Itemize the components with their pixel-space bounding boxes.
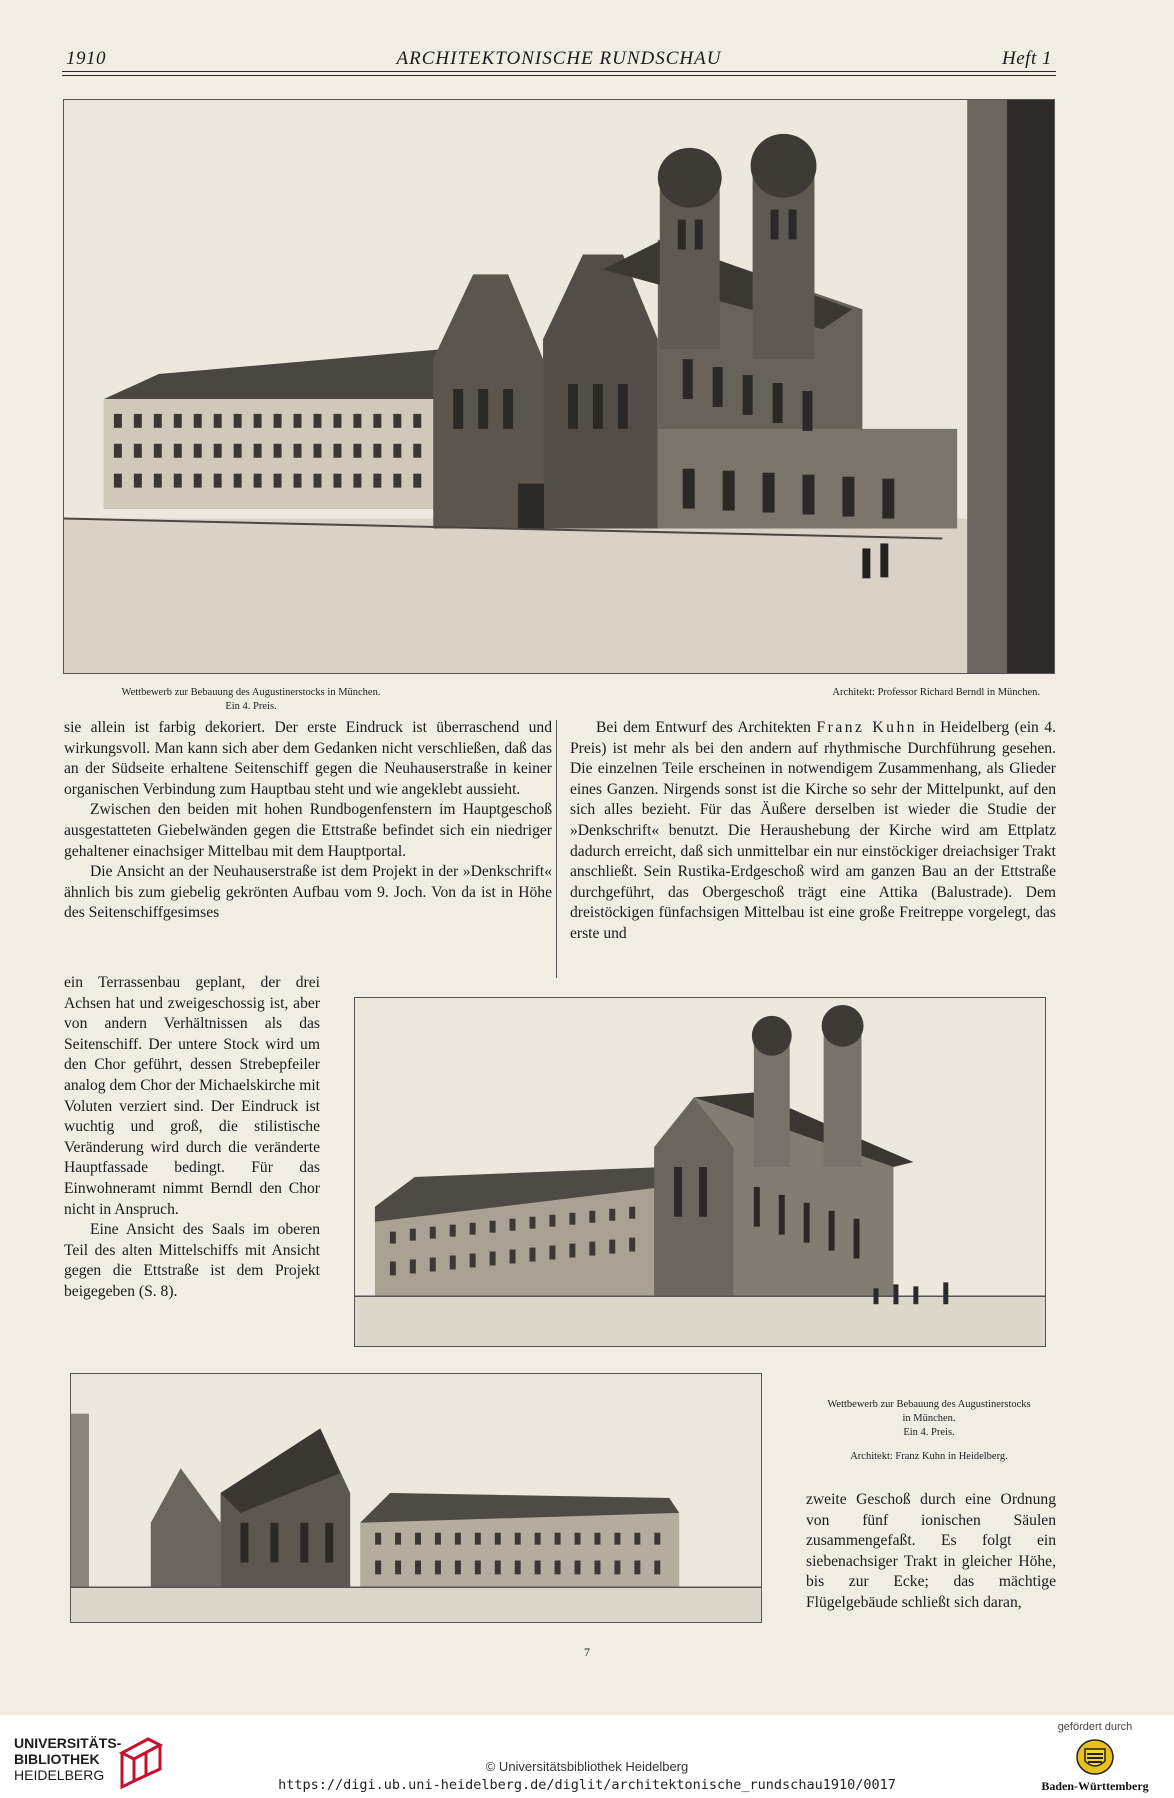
architect-name: Franz Kuhn	[816, 719, 918, 736]
permalink-url[interactable]: https://digi.ub.uni-heidelberg.de/diglit/architektonische_rundschau1910/0017	[278, 1777, 896, 1793]
library-name-line1: UNIVERSITÄTS-	[14, 1735, 122, 1751]
paragraph: sie allein ist farbig dekoriert. Der erste Eindruck ist überraschend und wirkungsvoll. Man kann sich aber dem Gedanken nicht verschließen, daß das an der Südseite erhaltene Seitenschiff gegen die Neuhauserstraße in keiner organischen Verbindung zum Hauptbau steht und wie angeklebt aussieht.	[64, 719, 552, 798]
text-span: Bei dem Entwurf des Architekten	[596, 719, 811, 736]
right-column-upper	[570, 718, 1056, 945]
header-rule-thin	[62, 75, 1056, 76]
paragraph: Die Ansicht an der Neuhauserstraße ist dem Projekt in der »Denkschrift« ähnlich bis zum giebelig gekrönten Aufbau vom 9. Joch. Von da ist in Höhe des Seitenschiffgesimses	[64, 863, 552, 922]
figure1-caption-left	[86, 686, 416, 714]
digitization-footer	[0, 1715, 1174, 1798]
paragraph: ein Terrassenbau geplant, der drei Achsen hat und zweigeschossig ist, aber von andern Verhältnissen als das Seitenschiff. Der untere Stock wird um den Chor geführt, dessen Strebepfeiler analog dem Chor der Michaelskirche mit Voluten verziert sind. Der Eindruck ist wuchtig und groß, die stilistische Veränderung wird durch die veränderte Hauptfassade bedingt. Für das Einwohneramt nimmt Berndl den Chor nicht in Anspruch.	[64, 974, 320, 1218]
library-name-line2: BIBLIOTHEK	[14, 1751, 100, 1767]
paragraph: zweite Geschoß durch eine Ordnung von fünf ionischen Säulen zusammengefaßt. Es folgt ein siebenachsiger Trakt in gleicher Höhe, bis zur Ecke; das mächtige Flügelgebäude schließt sich daran,	[806, 1491, 1056, 1611]
header-year: 1910	[66, 48, 106, 69]
text-span: in Heidelberg (ein 4. Preis) ist mehr als bei den andern auf rhythmische Durchführung gesehen. Die einzelnen Teile erscheinen in notwendigem Zusammenhang, als Glieder eines Ganzen. Nirgends sonst ist die Kirche so sehr der Mittelpunkt, auf den sich alles bezieht. Für das Äußere derselben ist wieder die Studie der »Denkschrift« benutzt. Die Heraushebung der Kirche wird am Ettplatz dadurch erreicht, daß sich unmittelbar ein nur einstöckiger dreiachsiger Trakt anschließt. Sein Rustika-Erdgeschoß wird am ganzen Bau an der Ettstraße durchgeführt, das Obergeschoß trägt eine Attika (Balustrade). Dem dreistöckigen fünfachsigen Mittelbau ist eine große Freitreppe vorgelegt, das erste und	[570, 719, 1056, 942]
paragraph: Eine Ansicht des Saals im oberen Teil des alten Mittelschiffs mit Ansicht gegen die Ettstraße ist dem Projekt beigegeben (S. 8).	[64, 1221, 320, 1300]
figure-kuhn-wing-view	[70, 1373, 762, 1623]
left-column-narrow	[64, 973, 320, 1303]
running-header	[62, 44, 1056, 74]
figure-berndl-perspective	[63, 99, 1055, 674]
figure-kuhn-church-view	[354, 997, 1046, 1347]
figure3-caption-prize: Ein 4. Preis.	[903, 1427, 955, 1438]
figure3-caption-title: Wettbewerb zur Bebauung des Augustinerstocks	[827, 1399, 1031, 1410]
page-number: 7	[584, 1645, 590, 1659]
header-journal-title: ARCHITEKTONISCHE RUNDSCHAU	[396, 48, 722, 69]
sponsor-label: gefördert durch	[1057, 1721, 1133, 1733]
right-column-lower	[806, 1490, 1056, 1614]
paragraph: Zwischen den beiden mit hohen Rundbogenfenstern im Hauptgeschoß ausgestatteten Giebelwänden gegen die Ettstraße befindet sich ein niedriger gehaltener einachsiger Mittelbau mit dem Hauptportal.	[64, 801, 552, 860]
figure1-caption-architect: Architekt: Professor Richard Berndl in München.	[832, 687, 1040, 698]
figure3-caption-architect: Architekt: Franz Kuhn in Heidelberg.	[850, 1451, 1008, 1462]
paragraph	[570, 718, 1056, 945]
figure1-caption-prize: Ein 4. Preis.	[225, 701, 277, 712]
sponsor-name: Baden-Württemberg	[1041, 1779, 1149, 1793]
header-issue: Heft 1	[1002, 48, 1052, 69]
figure3-caption-city: in München.	[902, 1413, 956, 1424]
left-column-upper	[64, 718, 552, 924]
figure1-caption-title: Wettbewerb zur Bebauung des Augustinerstocks in München.	[121, 687, 381, 698]
figure3-caption	[798, 1398, 1060, 1464]
header-rule	[62, 71, 1056, 72]
sponsor-block	[1036, 1721, 1154, 1794]
state-coat-of-arms-icon	[1075, 1737, 1115, 1777]
column-divider	[556, 720, 557, 978]
copyright-notice: © Universitätsbibliothek Heidelberg	[485, 1759, 689, 1774]
library-name-line3: HEIDELBERG	[14, 1767, 105, 1783]
